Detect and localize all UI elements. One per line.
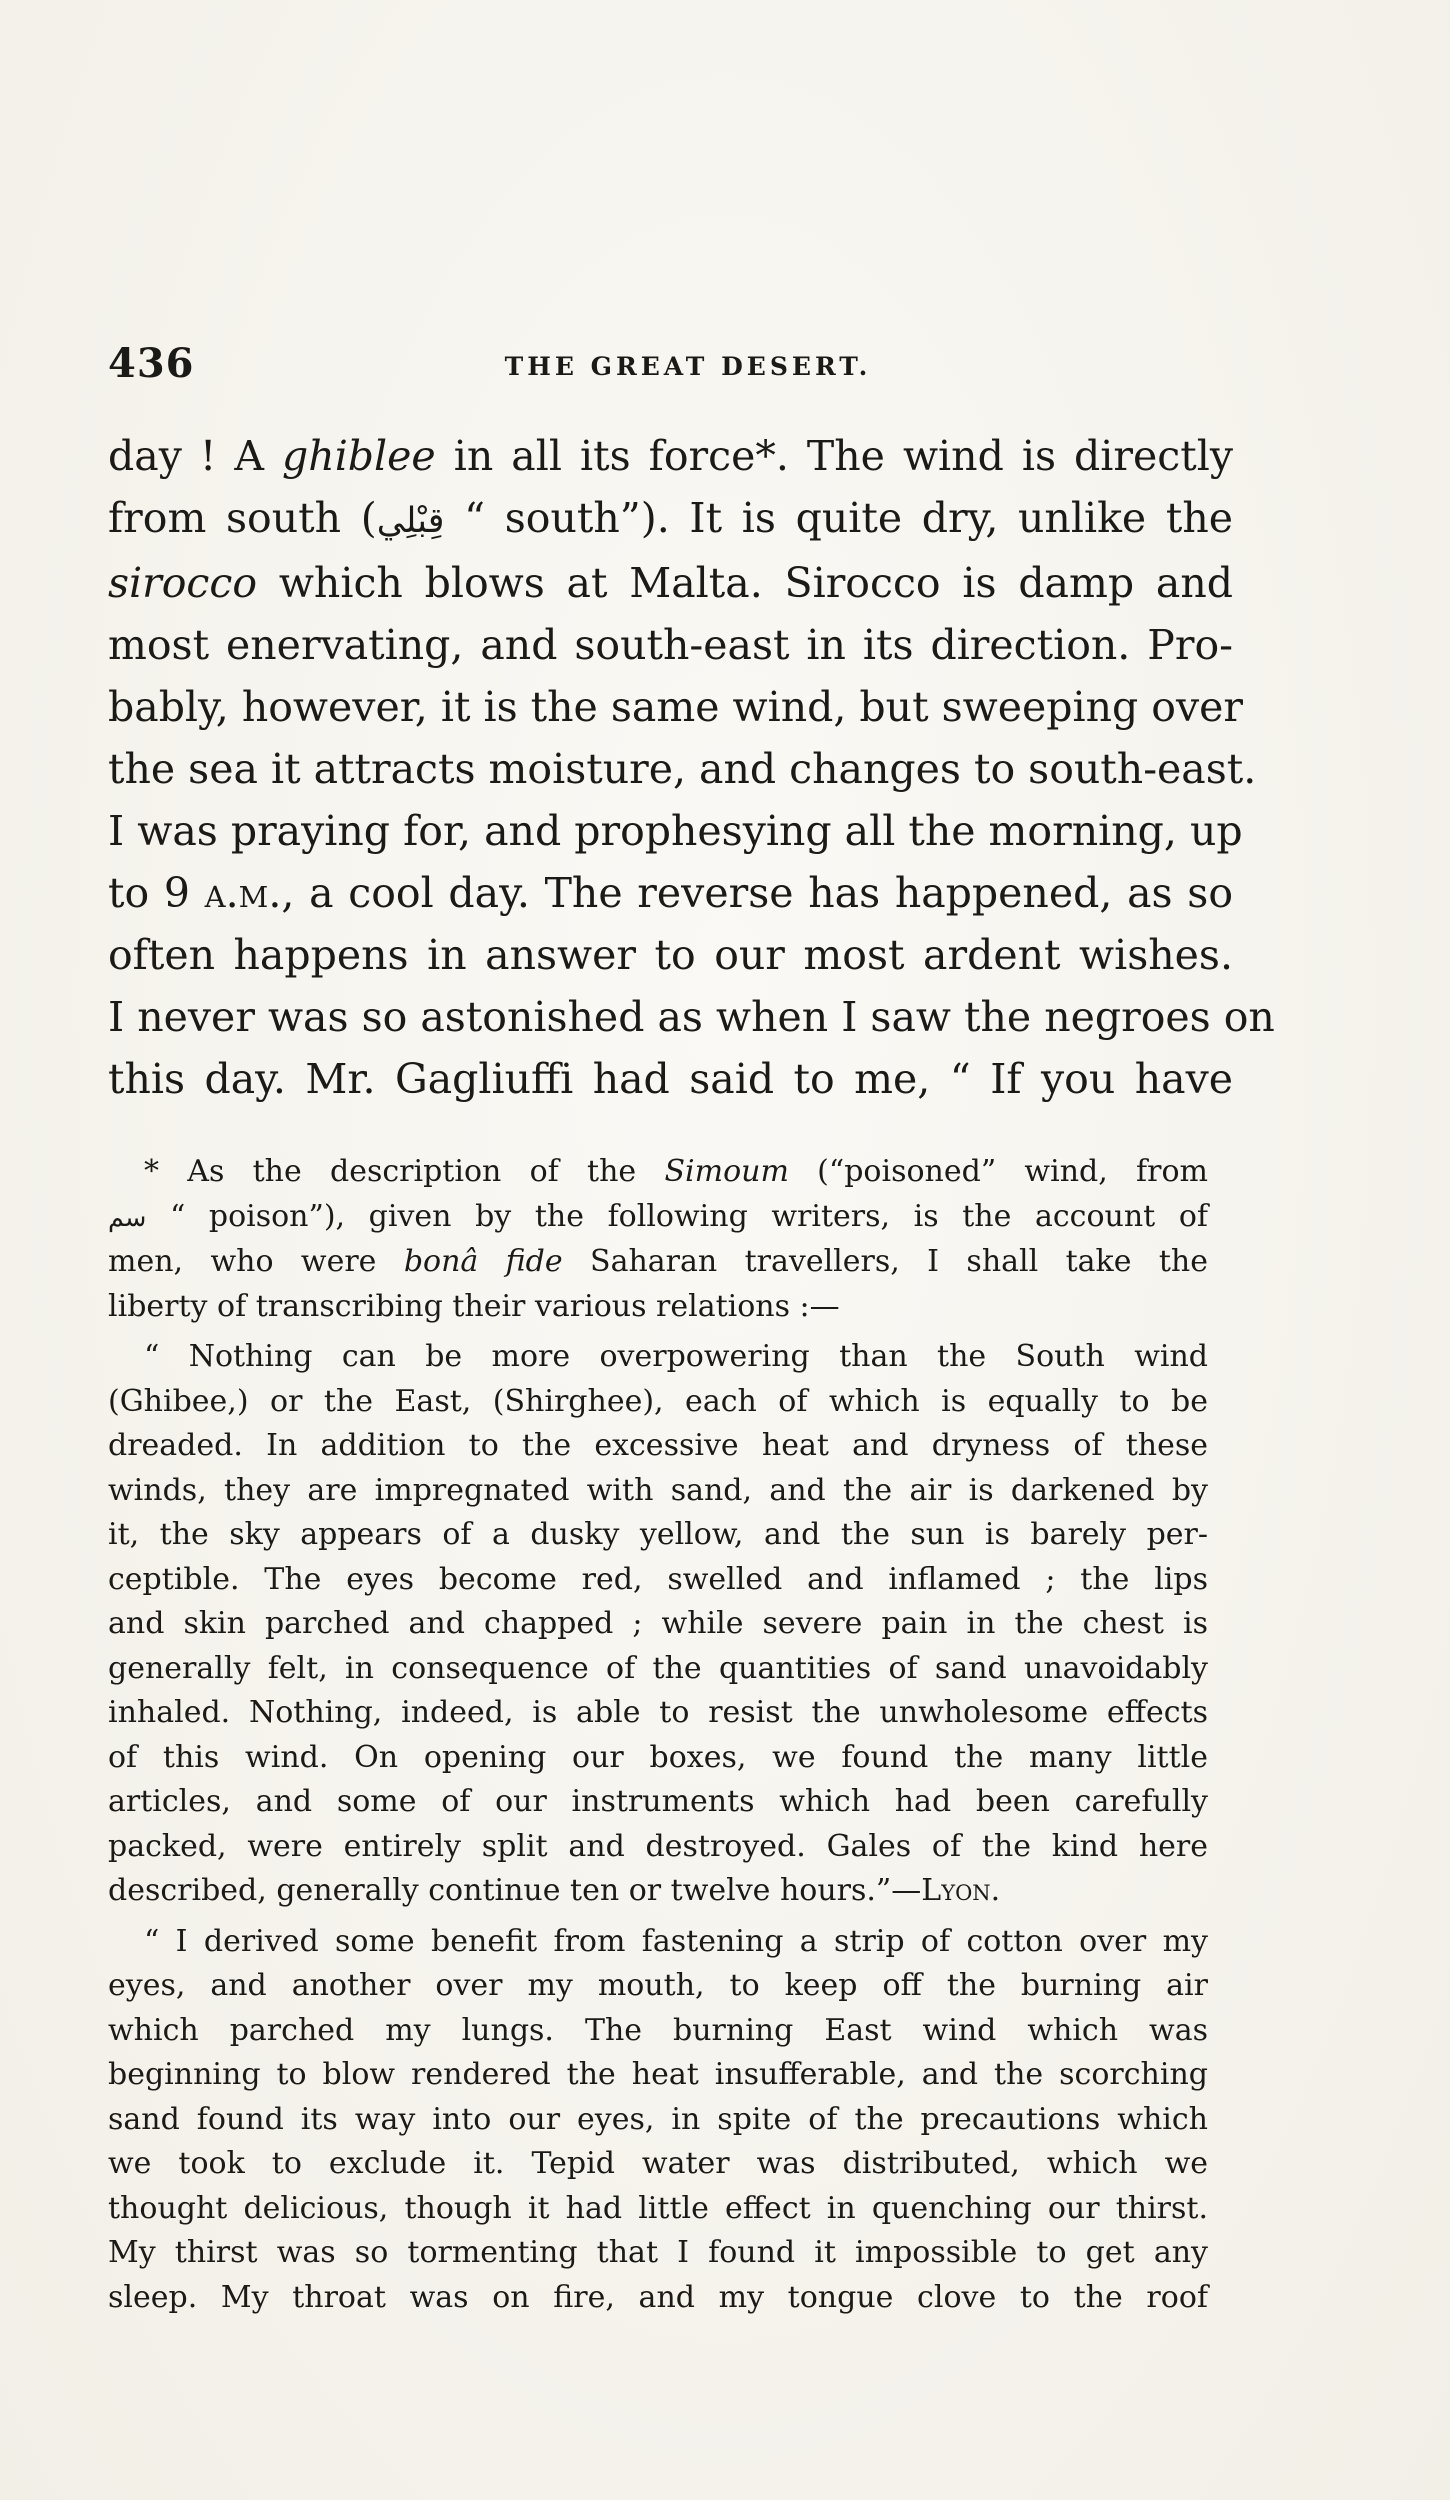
lyon-quote	[108, 1335, 1208, 1914]
text-line: to 9 a.m., a cool day. The reverse has happened, as so	[108, 869, 1233, 917]
footnote-line: سم “ poison”), given by the following writers, is the account of	[108, 1198, 1208, 1234]
running-head: THE GREAT DESERT.	[504, 352, 872, 381]
footnote-line: liberty of transcribing their various relations :—	[108, 1288, 840, 1324]
quote-line: described, generally continue ten or twelve hours.”—Lyon.	[108, 1873, 1001, 1908]
quote-line: generally felt, in consequence of the quantities of sand unavoidably	[108, 1650, 1208, 1686]
text-line: bably, however, it is the same wind, but sweeping over	[108, 683, 1244, 731]
text-line: this day. Mr. Gagliuffi had said to me, “ If you have	[108, 1055, 1233, 1103]
text-line: the sea it attracts moisture, and changes to south-east.	[108, 745, 1257, 793]
page-number: 436	[108, 340, 195, 387]
quote-line: thought delicious, though it had little effect in quenching our thirst.	[108, 2190, 1208, 2226]
ghiblee-term: ghiblee	[282, 432, 436, 480]
quote-line: and skin parched and chapped ; while severe pain in the chest is	[108, 1606, 1208, 1641]
quote-line: sand found its way into our eyes, in spite of the precautions which	[108, 2101, 1208, 2137]
quote-line: of this wind. On opening our boxes, we found the many little	[108, 1739, 1208, 1775]
quote-line: “ Nothing can be more overpowering than the South wind	[144, 1339, 1208, 1374]
text-line: often happens in answer to our most ardent wishes.	[108, 931, 1233, 979]
arabic-word: قِبْلِي	[376, 501, 445, 541]
quote-line: packed, were entirely split and destroyed. Gales of the kind here	[108, 1828, 1208, 1864]
footnote-intro	[108, 1150, 1208, 1329]
quote-line: which parched my lungs. The burning East wind which was	[108, 2012, 1208, 2048]
arabic-word: سم	[108, 1202, 147, 1233]
quote-line: My thirst was so tormenting that I found it impossible to get any	[108, 2235, 1208, 2270]
quote-line: dreaded. In addition to the excessive heat and dryness of these	[108, 1428, 1208, 1463]
quote-line: (Ghibee,) or the East, (Shirghee), each of which is equally to be	[108, 1383, 1208, 1419]
quote-line: beginning to blow rendered the heat insufferable, and the scorching	[108, 2057, 1208, 2092]
quote-line: articles, and some of our instruments which had been carefully	[108, 1784, 1208, 1819]
text-line: most enervating, and south-east in its direction. Pro-	[108, 621, 1233, 669]
quote-line: “ I derived some benefit from fastening a strip of cotton over my	[144, 1923, 1208, 1959]
footnote-line: men, who were bonâ fide Saharan travellers, I shall take the	[108, 1244, 1208, 1279]
sirocco-term: sirocco	[108, 559, 258, 607]
quote-line: winds, they are impregnated with sand, and the air is darkened by	[108, 1472, 1208, 1508]
second-quote	[108, 1920, 1208, 2321]
quote-line: ceptible. The eyes become red, swelled and inflamed ; the lips	[108, 1561, 1208, 1597]
quote-line: we took to exclude it. Tepid water was distributed, which we	[108, 2146, 1208, 2181]
text-line: I never was so astonished as when I saw the negroes on	[108, 993, 1275, 1041]
quote-line: eyes, and another over my mouth, to keep off the burning air	[108, 1968, 1208, 2003]
quote-line: sleep. My throat was on fire, and my tongue clove to the roof	[108, 2279, 1208, 2315]
quote-line: inhaled. Nothing, indeed, is able to resist the unwholesome effects	[108, 1695, 1208, 1730]
author-lyon: Lyon.	[921, 1873, 1001, 1908]
footnote-line: * As the description of the Simoum (“poisoned” wind, from	[144, 1154, 1208, 1189]
footnote	[108, 1150, 1208, 2326]
text-line: sirocco which blows at Malta. Sirocco is damp and	[108, 559, 1233, 607]
quote-line: it, the sky appears of a dusky yellow, and the sun is barely per-	[108, 1517, 1208, 1552]
text-line: from south (قِبْلِي “ south”). It is quite dry, unlike the	[108, 494, 1233, 542]
text-line: I was praying for, and prophesying all the morning, up	[108, 807, 1243, 855]
text-line: day ! A ghiblee in all its force*. The wind is directly	[108, 432, 1233, 480]
main-text	[108, 425, 1275, 1110]
page-header	[108, 340, 1268, 400]
